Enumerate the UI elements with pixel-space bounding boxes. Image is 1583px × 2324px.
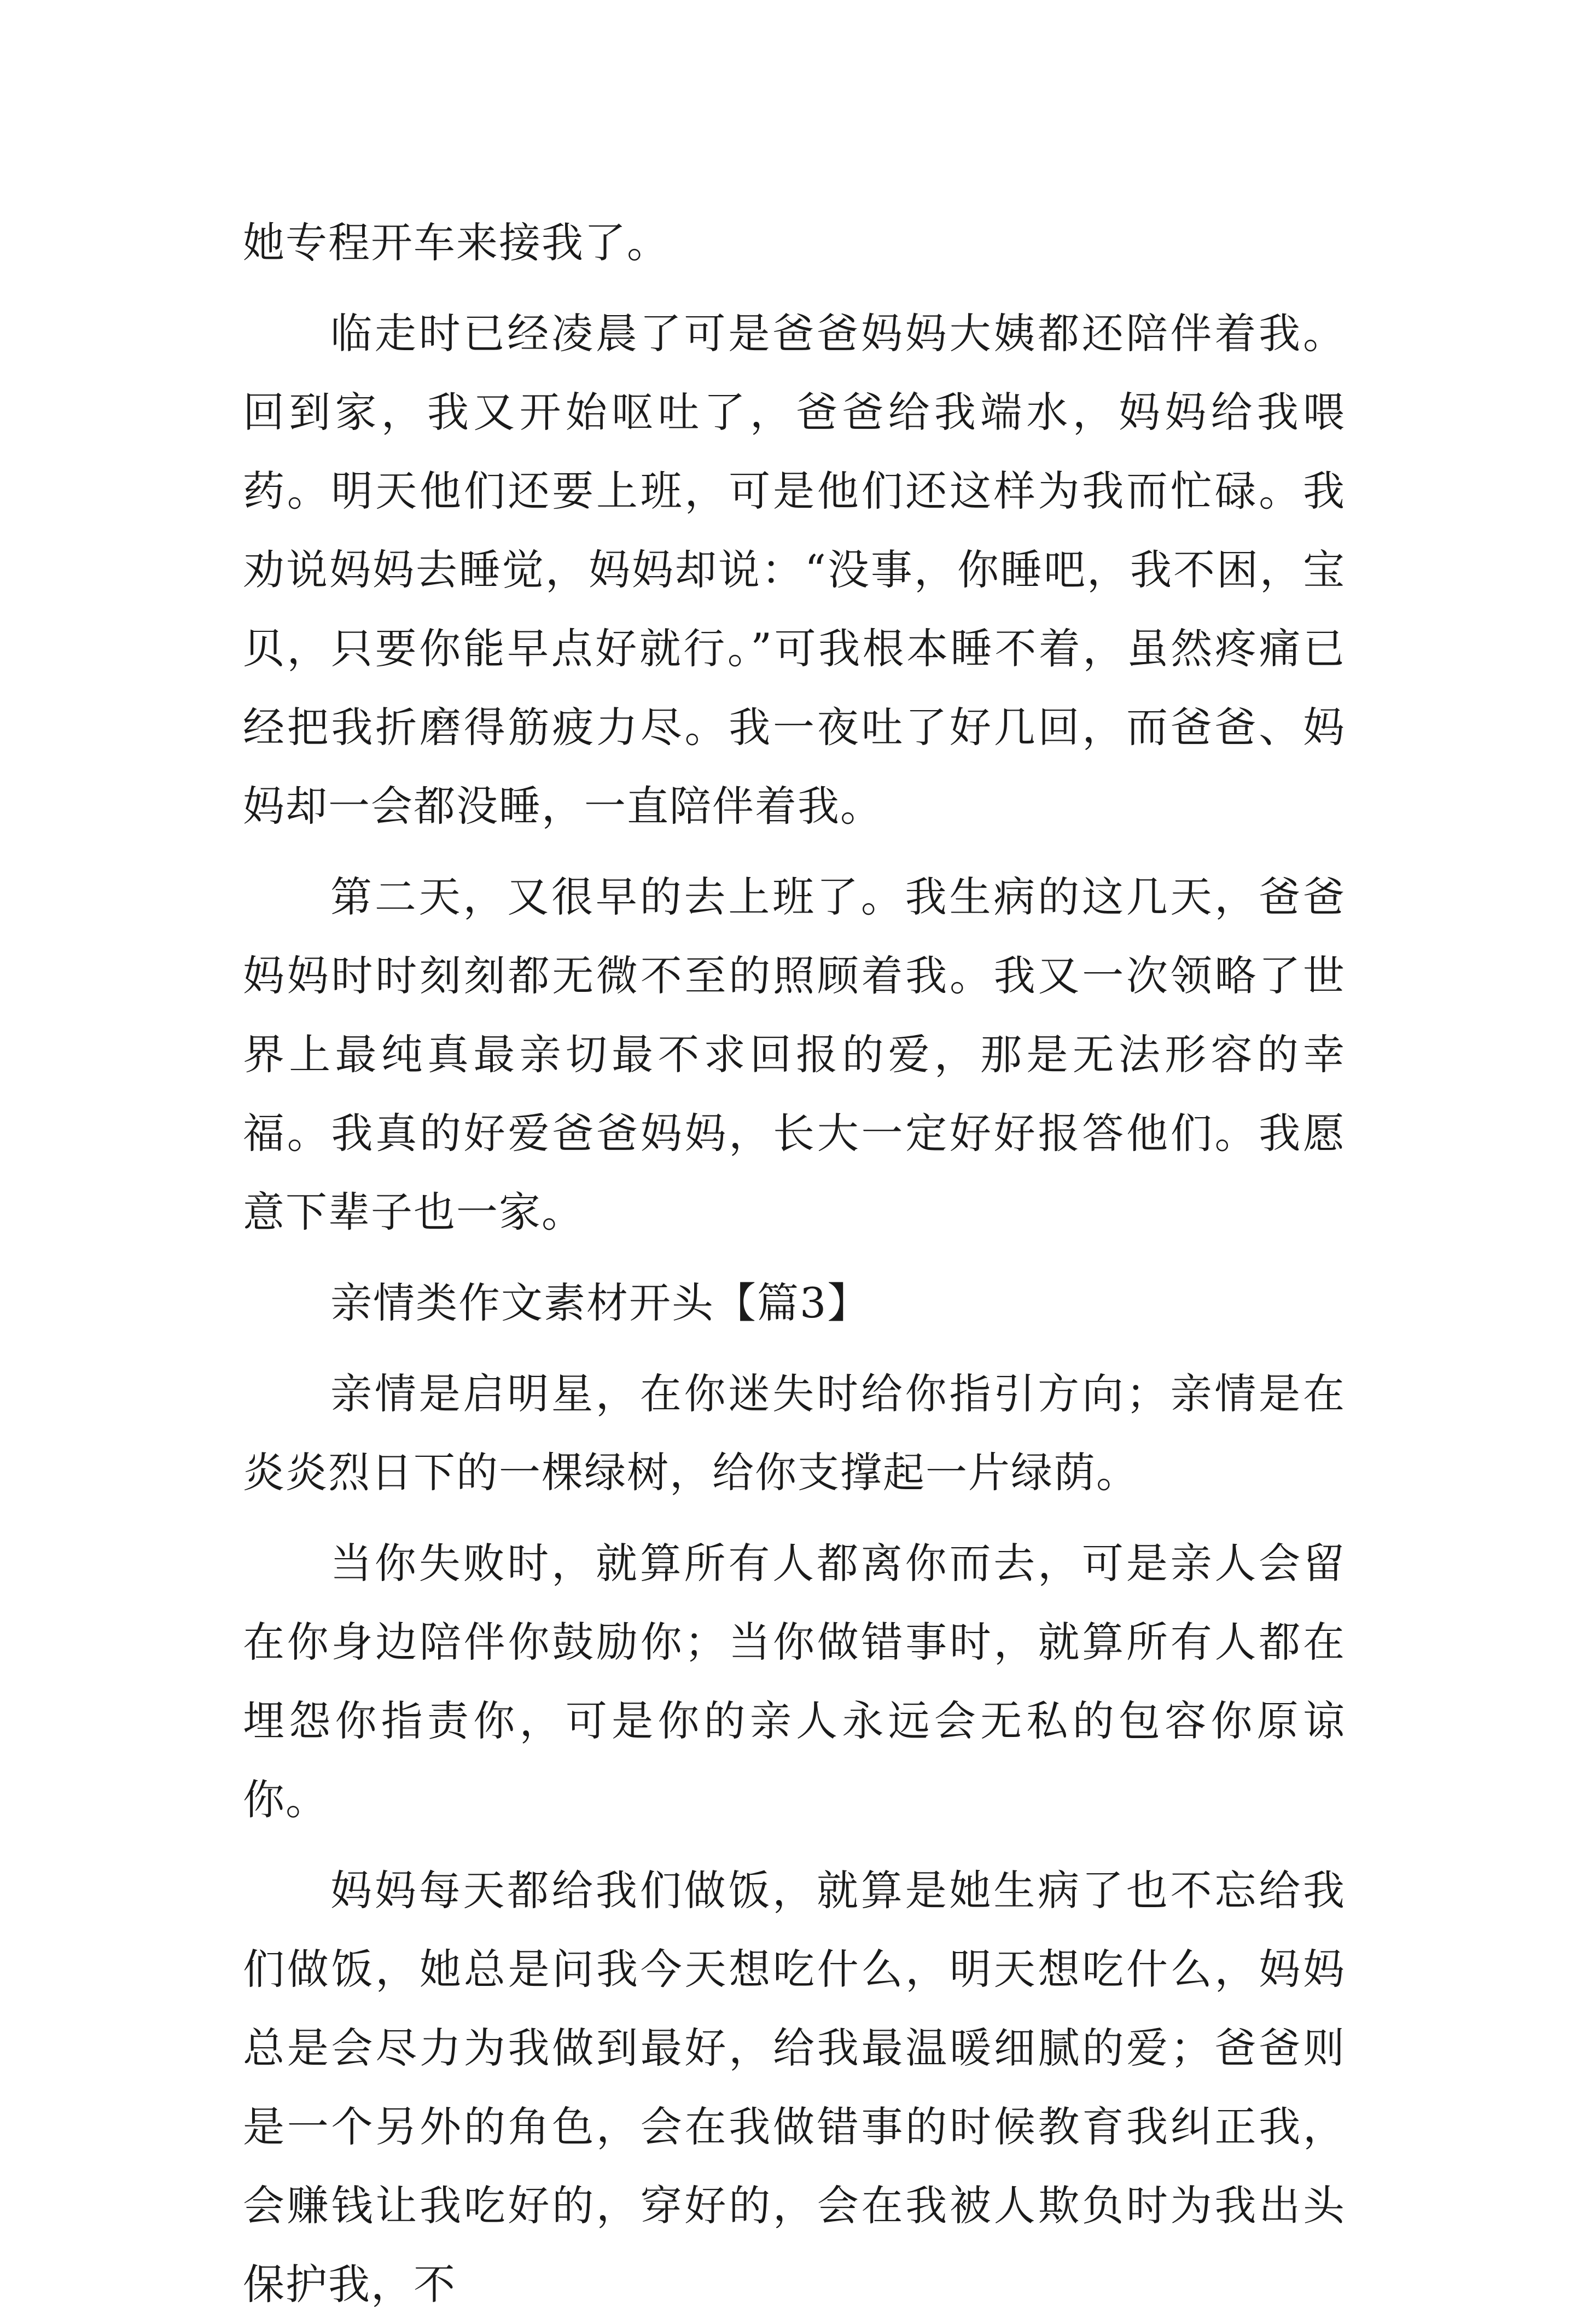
paragraph: 临走时已经凌晨了可是爸爸妈妈大姨都还陪伴着我。回到家，我又开始呕吐了，爸爸给我端水，妈妈给我喂药。明天他们还要上班，可是他们还这样为我而忙碌。我劝说妈妈去睡觉，妈妈却说：“没事，你睡吧，我不困，宝贝，只要你能早点好就行。”可我根本睡不着，虽然疼痛已经把我折磨得筋疲力尽。我一夜吐了好几回，而爸爸、妈妈却一会都没睡，一直陪伴着我。	[243, 309, 1346, 830]
paragraph: 当你失败时，就算所有人都离你而去，可是亲人会留在你身边陪伴你鼓励你；当你做错事时，就算所有人都在埋怨你指责你，可是你的亲人永远会无私的包容你原谅你。	[243, 1539, 1346, 1824]
paragraph: 第二天，又很早的去上班了。我生病的这几天，爸爸妈妈时时刻刻都无微不至的照顾着我。我又一次领略了世界上最纯真最亲切最不求回报的爱，那是无法形容的幸福。我真的好爱爸爸妈妈，长大一定好好报答他们。我愿意下辈子也一家。	[243, 873, 1346, 1236]
section-heading: 亲情类作文素材开头【篇3】	[330, 1279, 870, 1327]
paragraph-continuation: 她专程开车来接我了。	[243, 218, 670, 267]
paragraph: 妈妈每天都给我们做饭，就算是她生病了也不忘给我们做饭，她总是问我今天想吃什么，明天想吃什么，妈妈总是会尽力为我做到最好，给我最温暖细腻的爱；爸爸则是一个另外的角色，会在我做错事的时候教育我纠正我，会赚钱让我吃好的，穿好的，会在我被人欺负时为我出头保护我，不	[243, 1866, 1346, 2309]
paragraph: 亲情是启明星，在你迷失时给你指引方向；亲情是在炎炎烈日下的一棵绿树，给你支撑起一片绿荫。	[243, 1369, 1346, 1497]
document-body	[243, 204, 1346, 2324]
